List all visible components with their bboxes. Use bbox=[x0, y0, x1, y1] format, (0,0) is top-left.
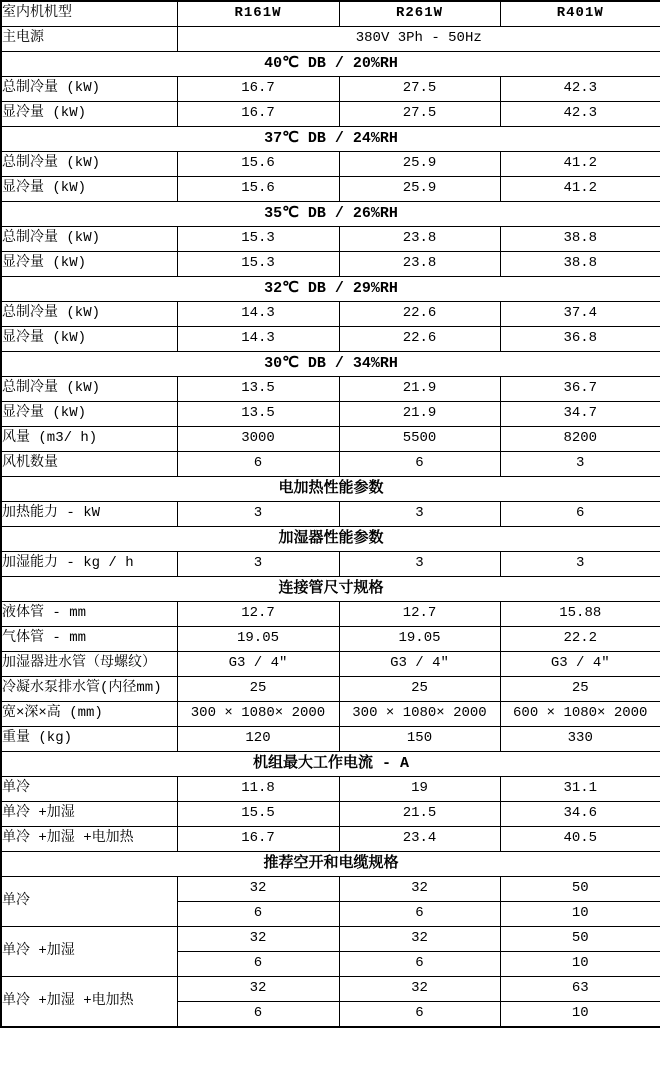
table-row bbox=[1, 827, 660, 852]
section-row bbox=[1, 127, 660, 152]
value-cell: 3 bbox=[177, 502, 339, 527]
row-label-cell: 加湿能力 - kg / h bbox=[1, 552, 177, 577]
row-label-cell: 重量 (kg) bbox=[1, 727, 177, 752]
value-cell: G3 / 4″ bbox=[339, 652, 500, 677]
row-label-cell: 单冷 +加湿 +电加热 bbox=[1, 977, 177, 1028]
section-row bbox=[1, 527, 660, 552]
value-cell: 3 bbox=[339, 502, 500, 527]
table-row bbox=[1, 327, 660, 352]
value-cell: 6 bbox=[177, 902, 339, 927]
value-cell: 27.5 bbox=[339, 77, 500, 102]
model-name-cell: R401W bbox=[500, 1, 660, 27]
value-cell: 120 bbox=[177, 727, 339, 752]
row-label-cell: 总制冷量 (kW) bbox=[1, 152, 177, 177]
row-label-cell: 显冷量 (kW) bbox=[1, 252, 177, 277]
table-row bbox=[1, 627, 660, 652]
value-cell: 3 bbox=[339, 552, 500, 577]
table-row bbox=[1, 802, 660, 827]
value-cell: 15.6 bbox=[177, 177, 339, 202]
section-header-cell: 电加热性能参数 bbox=[1, 477, 660, 502]
table-row bbox=[1, 927, 660, 952]
row-label-cell: 显冷量 (kW) bbox=[1, 402, 177, 427]
value-cell: 14.3 bbox=[177, 327, 339, 352]
value-cell: 3000 bbox=[177, 427, 339, 452]
value-cell: 15.6 bbox=[177, 152, 339, 177]
table-row bbox=[1, 452, 660, 477]
value-cell: 34.6 bbox=[500, 802, 660, 827]
value-cell: 16.7 bbox=[177, 827, 339, 852]
value-cell: 21.5 bbox=[339, 802, 500, 827]
row-label-cell: 气体管 - mm bbox=[1, 627, 177, 652]
row-label-cell: 显冷量 (kW) bbox=[1, 327, 177, 352]
row-label-cell: 风量 (m3/ h) bbox=[1, 427, 177, 452]
section-row bbox=[1, 577, 660, 602]
table-row bbox=[1, 727, 660, 752]
value-cell: 19.05 bbox=[177, 627, 339, 652]
value-cell: 5500 bbox=[339, 427, 500, 452]
section-row bbox=[1, 752, 660, 777]
model-name-cell: R261W bbox=[339, 1, 500, 27]
table-row bbox=[1, 102, 660, 127]
row-label-cell: 主电源 bbox=[1, 27, 177, 52]
spec-table-body bbox=[1, 1, 660, 1027]
value-cell: 36.7 bbox=[500, 377, 660, 402]
value-cell: 600 × 1080× 2000 bbox=[500, 702, 660, 727]
row-label-cell: 室内机机型 bbox=[1, 1, 177, 27]
value-cell: 6 bbox=[339, 902, 500, 927]
value-cell: G3 / 4″ bbox=[177, 652, 339, 677]
value-cell: 15.5 bbox=[177, 802, 339, 827]
value-cell: 10 bbox=[500, 902, 660, 927]
table-row bbox=[1, 777, 660, 802]
table-row bbox=[1, 652, 660, 677]
value-cell: 50 bbox=[500, 877, 660, 902]
value-cell: 330 bbox=[500, 727, 660, 752]
value-cell: 14.3 bbox=[177, 302, 339, 327]
value-cell: 8200 bbox=[500, 427, 660, 452]
row-label-cell: 单冷 +加湿 +电加热 bbox=[1, 827, 177, 852]
row-label-cell: 加湿器进水管（母螺纹） bbox=[1, 652, 177, 677]
table-row bbox=[1, 502, 660, 527]
value-cell: 12.7 bbox=[177, 602, 339, 627]
row-label-cell: 显冷量 (kW) bbox=[1, 102, 177, 127]
value-cell: 41.2 bbox=[500, 177, 660, 202]
value-cell: 32 bbox=[339, 927, 500, 952]
merged-value-cell: 380V 3Ph - 50Hz bbox=[177, 27, 660, 52]
value-cell: 6 bbox=[177, 952, 339, 977]
value-cell: 32 bbox=[177, 977, 339, 1002]
value-cell: 16.7 bbox=[177, 77, 339, 102]
value-cell: 27.5 bbox=[339, 102, 500, 127]
value-cell: 13.5 bbox=[177, 402, 339, 427]
table-row bbox=[1, 252, 660, 277]
section-header-cell: 连接管尺寸规格 bbox=[1, 577, 660, 602]
table-row bbox=[1, 427, 660, 452]
row-label-cell: 显冷量 (kW) bbox=[1, 177, 177, 202]
row-label-cell: 风机数量 bbox=[1, 452, 177, 477]
value-cell: 3 bbox=[500, 452, 660, 477]
section-row bbox=[1, 477, 660, 502]
power-row bbox=[1, 27, 660, 52]
table-row bbox=[1, 302, 660, 327]
value-cell: 10 bbox=[500, 952, 660, 977]
value-cell: 6 bbox=[339, 1002, 500, 1028]
value-cell: 25.9 bbox=[339, 177, 500, 202]
value-cell: 15.3 bbox=[177, 227, 339, 252]
row-label-cell: 总制冷量 (kW) bbox=[1, 377, 177, 402]
section-header-cell: 35℃ DB / 26%RH bbox=[1, 202, 660, 227]
value-cell: 32 bbox=[339, 877, 500, 902]
table-row bbox=[1, 702, 660, 727]
row-label-cell: 单冷 +加湿 bbox=[1, 927, 177, 977]
value-cell: 22.2 bbox=[500, 627, 660, 652]
value-cell: 23.8 bbox=[339, 252, 500, 277]
value-cell: G3 / 4″ bbox=[500, 652, 660, 677]
value-cell: 10 bbox=[500, 1002, 660, 1028]
value-cell: 25 bbox=[500, 677, 660, 702]
row-label-cell: 总制冷量 (kW) bbox=[1, 302, 177, 327]
row-label-cell: 总制冷量 (kW) bbox=[1, 77, 177, 102]
value-cell: 19 bbox=[339, 777, 500, 802]
value-cell: 6 bbox=[339, 952, 500, 977]
value-cell: 13.5 bbox=[177, 377, 339, 402]
value-cell: 25 bbox=[177, 677, 339, 702]
section-header-cell: 推荐空开和电缆规格 bbox=[1, 852, 660, 877]
section-header-cell: 加湿器性能参数 bbox=[1, 527, 660, 552]
value-cell: 6 bbox=[339, 452, 500, 477]
table-row bbox=[1, 377, 660, 402]
table-row bbox=[1, 677, 660, 702]
row-label-cell: 单冷 +加湿 bbox=[1, 802, 177, 827]
section-row bbox=[1, 202, 660, 227]
row-label-cell: 单冷 bbox=[1, 877, 177, 927]
value-cell: 6 bbox=[177, 452, 339, 477]
value-cell: 32 bbox=[177, 927, 339, 952]
value-cell: 63 bbox=[500, 977, 660, 1002]
section-row bbox=[1, 277, 660, 302]
value-cell: 19.05 bbox=[339, 627, 500, 652]
value-cell: 300 × 1080× 2000 bbox=[177, 702, 339, 727]
model-name-cell: R161W bbox=[177, 1, 339, 27]
row-label-cell: 总制冷量 (kW) bbox=[1, 227, 177, 252]
table-row bbox=[1, 402, 660, 427]
table-row bbox=[1, 977, 660, 1002]
value-cell: 34.7 bbox=[500, 402, 660, 427]
value-cell: 21.9 bbox=[339, 377, 500, 402]
row-label-cell: 液体管 - mm bbox=[1, 602, 177, 627]
value-cell: 25 bbox=[339, 677, 500, 702]
section-header-cell: 37℃ DB / 24%RH bbox=[1, 127, 660, 152]
row-label-cell: 加热能力 - kW bbox=[1, 502, 177, 527]
value-cell: 36.8 bbox=[500, 327, 660, 352]
value-cell: 15.88 bbox=[500, 602, 660, 627]
value-cell: 15.3 bbox=[177, 252, 339, 277]
table-row bbox=[1, 602, 660, 627]
section-row bbox=[1, 852, 660, 877]
section-header-cell: 30℃ DB / 34%RH bbox=[1, 352, 660, 377]
value-cell: 12.7 bbox=[339, 602, 500, 627]
value-cell: 37.4 bbox=[500, 302, 660, 327]
section-header-cell: 40℃ DB / 20%RH bbox=[1, 52, 660, 77]
section-header-cell: 32℃ DB / 29%RH bbox=[1, 277, 660, 302]
value-cell: 21.9 bbox=[339, 402, 500, 427]
value-cell: 11.8 bbox=[177, 777, 339, 802]
value-cell: 6 bbox=[177, 1002, 339, 1028]
value-cell: 22.6 bbox=[339, 327, 500, 352]
section-row bbox=[1, 52, 660, 77]
section-header-cell: 机组最大工作电流 - A bbox=[1, 752, 660, 777]
value-cell: 42.3 bbox=[500, 102, 660, 127]
row-label-cell: 冷凝水泵排水管(内径mm) bbox=[1, 677, 177, 702]
value-cell: 32 bbox=[339, 977, 500, 1002]
row-label-cell: 单冷 bbox=[1, 777, 177, 802]
value-cell: 22.6 bbox=[339, 302, 500, 327]
value-cell: 38.8 bbox=[500, 252, 660, 277]
row-label-cell: 宽×深×高 (mm) bbox=[1, 702, 177, 727]
section-row bbox=[1, 352, 660, 377]
table-row bbox=[1, 227, 660, 252]
value-cell: 3 bbox=[500, 552, 660, 577]
value-cell: 50 bbox=[500, 927, 660, 952]
value-cell: 300 × 1080× 2000 bbox=[339, 702, 500, 727]
value-cell: 38.8 bbox=[500, 227, 660, 252]
value-cell: 42.3 bbox=[500, 77, 660, 102]
value-cell: 32 bbox=[177, 877, 339, 902]
value-cell: 3 bbox=[177, 552, 339, 577]
table-row bbox=[1, 177, 660, 202]
model-header-row bbox=[1, 1, 660, 27]
value-cell: 41.2 bbox=[500, 152, 660, 177]
value-cell: 25.9 bbox=[339, 152, 500, 177]
value-cell: 31.1 bbox=[500, 777, 660, 802]
value-cell: 23.4 bbox=[339, 827, 500, 852]
value-cell: 6 bbox=[500, 502, 660, 527]
value-cell: 16.7 bbox=[177, 102, 339, 127]
value-cell: 23.8 bbox=[339, 227, 500, 252]
value-cell: 150 bbox=[339, 727, 500, 752]
table-row bbox=[1, 77, 660, 102]
table-row bbox=[1, 152, 660, 177]
table-row bbox=[1, 552, 660, 577]
value-cell: 40.5 bbox=[500, 827, 660, 852]
table-row bbox=[1, 877, 660, 902]
